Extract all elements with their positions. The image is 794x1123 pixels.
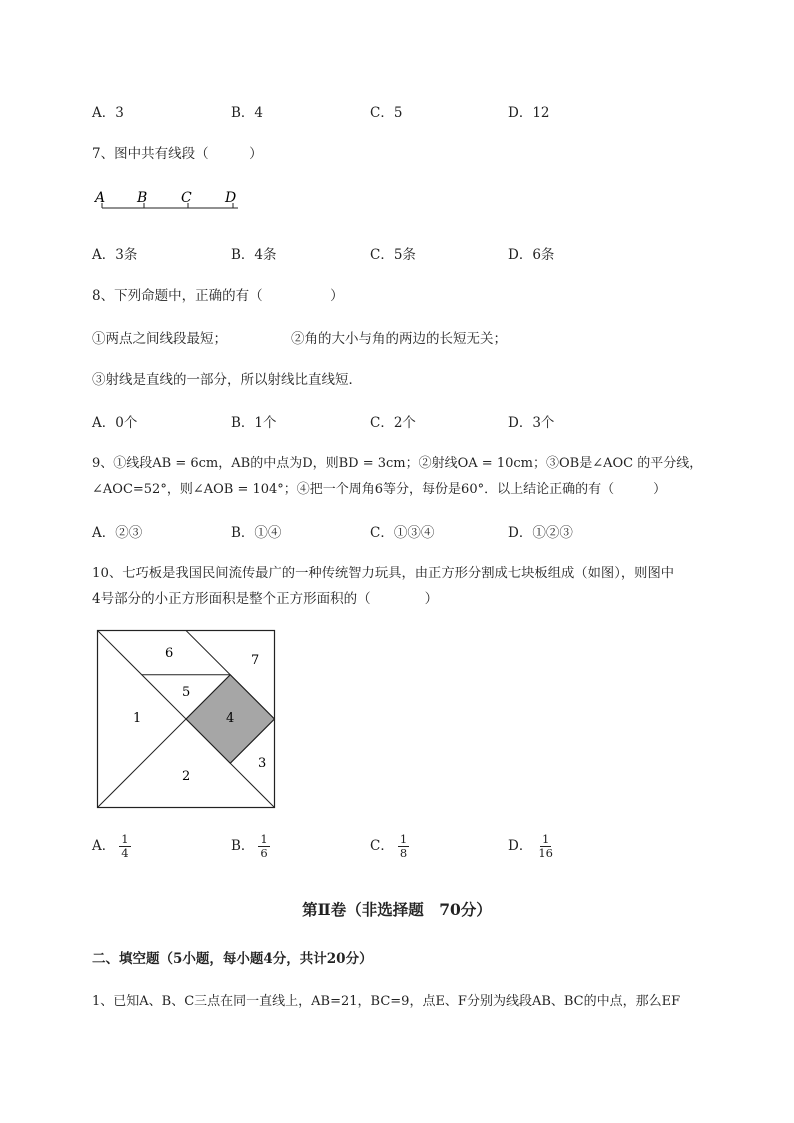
q9-stem-line2: ∠AOC=52°，则∠AOB = 104°；④把一个周角6等分，每份是60°．以上结论正确的有（ ） [92,482,667,497]
tangram-label-7: 7 [251,653,260,668]
q8-stem: 8、下列命题中，正确的有（ ） [92,288,344,304]
q8-statement-1: ①两点之间线段最短； [92,331,227,347]
q8-option-a: A．0个 [92,415,138,431]
q6-option-b: B．4 [231,105,264,121]
q7-label-a: A [95,190,106,206]
q10-option-c-letter: C． [370,838,394,854]
q7-label-d: D [225,190,237,206]
q10-tangram-figure [96,629,278,811]
fraction-denominator: 6 [260,846,268,860]
q7-stem: 7、图中共有线段（ ） [92,146,263,162]
q6-option-a: A．3 [92,105,124,121]
q8-option-c: C．2个 [370,415,416,431]
q10-option-d-fraction [536,833,555,860]
q9-option-d: D．①②③ [508,525,573,541]
q9-option-b: B．①④ [231,525,282,541]
q10-option-b [231,833,270,860]
q10-option-a [92,833,131,860]
q7-label-c: C [181,190,192,206]
fraction-numerator: 1 [541,832,550,846]
q8-option-b: B．1个 [231,415,277,431]
fraction-numerator: 1 [260,832,268,846]
tangram-label-4: 4 [226,711,235,726]
fraction-numerator: 1 [121,832,129,846]
q7-option-a: A．3条 [92,247,138,263]
fraction-denominator: 8 [399,846,408,860]
part2-title: 第Ⅱ卷（非选择题 70分） [302,900,492,919]
fraction-numerator: 1 [399,832,408,846]
q10-option-d-letter: D． [508,838,533,854]
tangram-label-2: 2 [182,769,191,784]
q7-line-figure [92,186,252,216]
q8-statement-3: ③射线是直线的一部分，所以射线比直线短． [92,372,362,388]
q10-option-a-fraction [119,833,130,860]
q8-statement-2: ②角的大小与角的两边的长短无关； [291,331,507,347]
tangram-label-5: 5 [182,685,191,700]
q7-option-d: D．6条 [508,247,555,263]
q6-option-d: D．12 [508,105,550,121]
q9-stem-line1: 9、①线段AB = 6cm，AB的中点为D，则BD = 3cm；②射线OA = 10cm；③OB是∠AOC 的平分线， [92,456,703,471]
q7-option-b: B．4条 [231,247,277,263]
q10-stem-line2: 4号部分的小正方形面积是整个正方形面积的（ ） [92,591,439,607]
fraction-denominator: 4 [121,846,129,860]
q7-option-c: C．5条 [370,247,416,263]
fill-in-section-heading: 二、填空题（5小题，每小题4分，共计20分） [92,951,373,967]
q10-option-c-fraction [398,833,409,860]
q9-option-c: C．①③④ [370,525,435,541]
tangram-label-6: 6 [165,646,174,661]
tangram-label-1: 1 [133,711,142,726]
q10-stem-line1: 10、七巧板是我国民间流传最广的一种传统智力玩具，由正方形分割成七块板组成（如图），则图中 [92,566,675,581]
q10-option-d [508,833,555,860]
tangram-label-3: 3 [258,756,267,771]
fill-in-q1: 1、已知A、B、C三点在同一直线上，AB=21，BC=9，点E、F分别为线段AB、BC的中点，那么EF [92,994,681,1009]
q9-option-a: A．②③ [92,525,143,541]
q10-option-b-fraction [258,833,269,860]
q6-option-c: C．5 [370,105,403,121]
fraction-denominator: 16 [538,846,553,860]
q10-option-a-letter: A． [92,838,116,854]
q7-label-b: B [137,190,148,206]
q10-option-c [370,833,409,860]
q10-option-b-letter: B． [231,838,255,854]
q8-option-d: D．3个 [508,415,555,431]
